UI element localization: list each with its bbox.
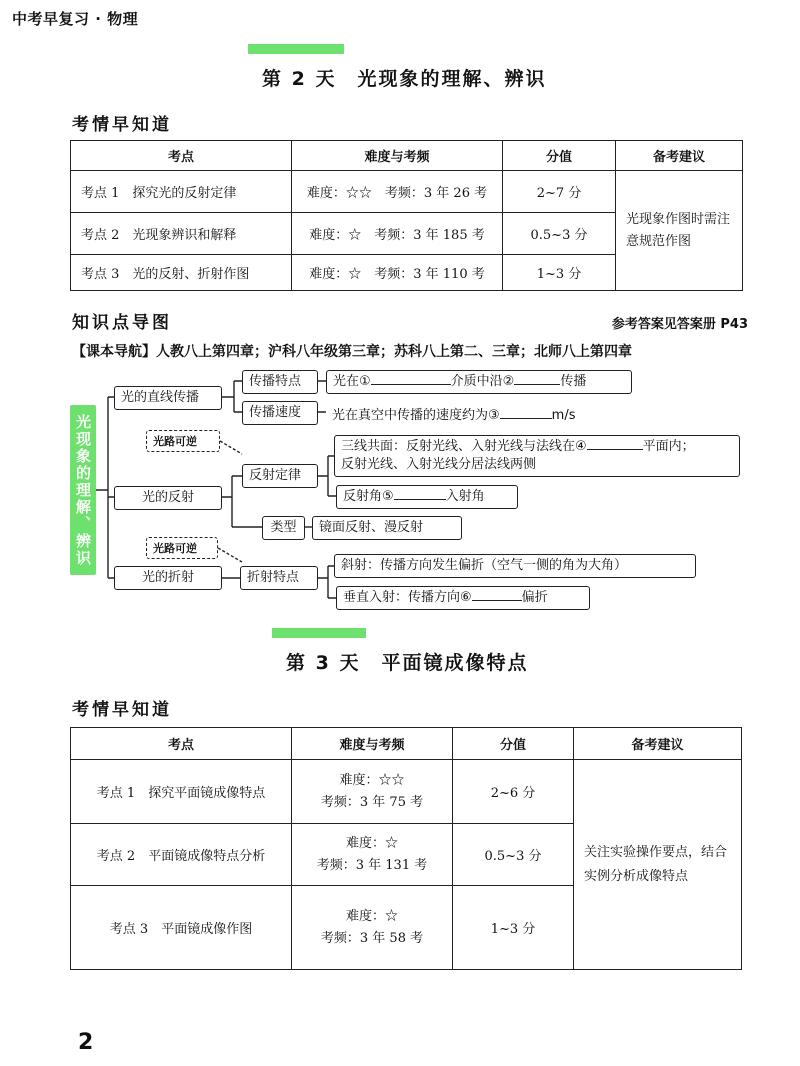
th-advice: 备考建议 xyxy=(616,141,743,171)
cell-difficulty: 难度：☆ 考频：3 年 110 考 xyxy=(292,255,503,291)
blank-1 xyxy=(371,384,451,385)
text: 介质中沿② xyxy=(450,374,515,389)
text: 反射光线、入射光线分居法线两侧 xyxy=(341,457,537,472)
cell-score: 2~6 分 xyxy=(453,760,574,824)
blank-6 xyxy=(472,600,522,601)
th-difficulty: 难度与考频 xyxy=(292,141,503,171)
table-row xyxy=(71,760,742,824)
day2-title: 第 2 天 光现象的理解、辨识 xyxy=(262,68,547,90)
textbook-navigation: 【课本导航】人教八上第四章；沪科八年级第三章；苏科八上第二、三章；北师八上第四章 xyxy=(72,344,632,360)
node-propagation-feature-text xyxy=(326,370,632,394)
node-propagation-speed-text xyxy=(332,404,575,423)
node-reflection-type: 类型 xyxy=(262,516,305,540)
cell-point: 考点 1 探究光的反射定律 xyxy=(71,171,292,213)
blank-2 xyxy=(514,384,560,385)
blank-5 xyxy=(394,499,446,500)
node-refraction: 光的折射 xyxy=(114,566,222,590)
cell-difficulty: 难度：☆☆ 考频：3 年 26 考 xyxy=(292,171,503,213)
node-reflection-law-text2 xyxy=(336,485,518,509)
cell-point: 考点 2 平面镜成像特点分析 xyxy=(71,824,292,886)
page-number: 2 xyxy=(78,1030,94,1055)
cell-advice: 关注实验操作要点，结合实例分析成像特点 xyxy=(574,760,742,970)
th-score: 分值 xyxy=(453,728,574,760)
cell-difficulty xyxy=(292,824,453,886)
frequency: 考频：3 年 75 考 xyxy=(320,794,424,810)
cell-difficulty xyxy=(292,886,453,970)
cell-difficulty xyxy=(292,760,453,824)
cell-difficulty: 难度：☆ 考频：3 年 185 考 xyxy=(292,213,503,255)
day3-exam-table xyxy=(70,727,742,970)
text: 三线共面：反射光线、入射光线与法线在④ xyxy=(341,439,587,454)
th-point: 考点 xyxy=(71,141,292,171)
node-refraction-normal xyxy=(336,586,590,610)
mind-map-root: 光现象的理解、辨识 xyxy=(70,405,96,575)
cell-score: 2~7 分 xyxy=(503,171,616,213)
answer-reference: 参考答案见答案册 P43 xyxy=(611,317,748,332)
th-point: 考点 xyxy=(71,728,292,760)
node-rectilinear: 光的直线传播 xyxy=(114,386,222,410)
title-ribbon xyxy=(272,628,366,638)
text: m/s xyxy=(551,408,576,423)
frequency: 考频：3 年 131 考 xyxy=(316,857,428,873)
cell-point: 考点 2 光现象辨识和解释 xyxy=(71,213,292,255)
text: 光在① xyxy=(333,374,371,389)
cell-advice: 光现象作图时需注意规范作图 xyxy=(616,171,743,291)
difficulty: 难度：☆ xyxy=(345,835,398,851)
reversible-note-1: 光路可逆 xyxy=(146,430,220,452)
difficulty: 难度：☆ xyxy=(345,908,398,924)
cell-point: 考点 3 光的反射、折射作图 xyxy=(71,255,292,291)
text: 反射角⑤ xyxy=(343,489,394,504)
cell-point: 考点 1 探究平面镜成像特点 xyxy=(71,760,292,824)
node-propagation-speed: 传播速度 xyxy=(242,401,318,425)
blank-4 xyxy=(587,449,643,450)
cell-score: 1~3 分 xyxy=(503,255,616,291)
node-reflection-law: 反射定律 xyxy=(242,464,318,488)
text: 传播 xyxy=(560,374,587,389)
node-propagation-feature: 传播特点 xyxy=(242,370,318,394)
text: 入射角 xyxy=(445,489,485,504)
node-reflection: 光的反射 xyxy=(114,486,222,510)
blank-3 xyxy=(500,418,552,419)
th-advice: 备考建议 xyxy=(574,728,742,760)
th-score: 分值 xyxy=(503,141,616,171)
difficulty: 难度：☆☆ xyxy=(339,772,405,788)
th-difficulty: 难度与考频 xyxy=(292,728,453,760)
text: 偏折 xyxy=(521,590,548,605)
text: 垂直入射：传播方向⑥ xyxy=(343,590,472,605)
text: 平面内； xyxy=(642,439,695,454)
day2-section-exam: 考情早知道 xyxy=(72,115,172,135)
day3-section-exam: 考情早知道 xyxy=(72,700,172,720)
cell-score: 1~3 分 xyxy=(453,886,574,970)
running-header: 中考早复习 · 物理 xyxy=(12,10,139,28)
reversible-note-2: 光路可逆 xyxy=(146,537,218,559)
node-refraction-oblique: 斜射：传播方向发生偏折（空气一侧的角为大角） xyxy=(334,554,696,578)
text: 光在真空中传播的速度约为③ xyxy=(332,408,500,423)
frequency: 考频：3 年 58 考 xyxy=(320,930,424,946)
cell-score: 0.5~3 分 xyxy=(503,213,616,255)
cell-point: 考点 3 平面镜成像作图 xyxy=(71,886,292,970)
day3-title: 第 3 天 平面镜成像特点 xyxy=(286,652,529,674)
day2-section-map: 知识点导图 xyxy=(72,313,172,333)
node-reflection-law-text1 xyxy=(334,435,740,477)
node-reflection-type-text: 镜面反射、漫反射 xyxy=(312,516,462,540)
cell-score: 0.5~3 分 xyxy=(453,824,574,886)
node-refraction-feature: 折射特点 xyxy=(240,566,318,590)
